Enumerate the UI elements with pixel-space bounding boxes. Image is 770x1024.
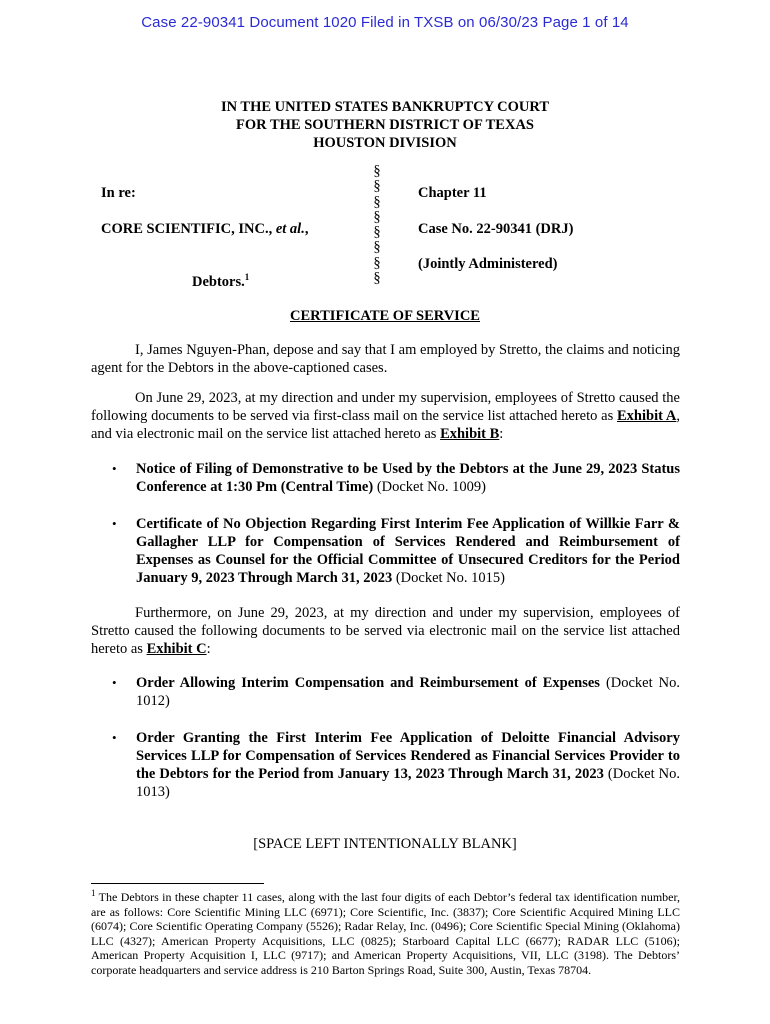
section-symbol: §: [373, 254, 381, 271]
paragraph-text: , and via electronic mail on the service list attached hereto as: [91, 408, 680, 442]
docket-number: (Docket No. 1009): [373, 479, 486, 495]
jointly-administered: (Jointly Administered): [418, 256, 558, 272]
case-number: Case No. 22-90341 (DRJ): [418, 221, 574, 237]
section-symbol: §: [373, 193, 381, 210]
paragraph-text: :: [499, 426, 504, 442]
document-title-text: Certificate of No Objection Regarding First Interim Fee Application of Willkie Farr & Gallagher LLP for Compensation of Services Rendered and Reimbursement of Expenses as Counsel for the Official Committee of Unsecured Creditors for the Period January 9, 2023 Through March 31, 2023: [136, 516, 680, 586]
document-list-item: [112, 729, 681, 801]
debtor-et-al: et al.: [275, 221, 305, 237]
court-heading: [0, 98, 770, 152]
debtors-label-text: Debtors.: [192, 274, 245, 290]
bullet: •: [112, 516, 117, 531]
paragraph-text: Furthermore, on June 29, 2023, at my direction and under my supervision, employees of Stretto caused the following documents to be served via electronic mail on the service list attached hereto as: [91, 605, 680, 657]
footnote-ref: 1: [244, 272, 250, 283]
filing-stamp-header: Case 22-90341 Document 1020 Filed in TXSB on 06/30/23 Page 1 of 14: [141, 14, 629, 31]
exhibit-c-ref: Exhibit C: [146, 641, 207, 657]
section-symbol: §: [373, 224, 381, 241]
in-re-label: In re:: [101, 185, 136, 201]
chapter-label: Chapter 11: [418, 185, 487, 201]
document-title-text: Notice of Filing of Demonstrative to be Used by the Debtors at the June 29, 2023 Status Conference at 1:30 Pm (Central Time): [136, 461, 680, 495]
debtors-label: [192, 274, 249, 291]
section-symbol: §: [373, 163, 381, 179]
debtor-name: [101, 221, 308, 238]
bullet: •: [112, 461, 117, 476]
debtor-name-text: CORE SCIENTIFIC, INC.,: [101, 221, 276, 237]
section-symbol-column: [370, 164, 384, 286]
case-caption: [0, 164, 770, 294]
document-list-item: [112, 515, 680, 587]
exhibit-a-ref: Exhibit A: [617, 408, 677, 424]
section-symbol: §: [373, 208, 381, 225]
document-title: CERTIFICATE OF SERVICE: [290, 308, 480, 324]
bullet: •: [112, 730, 117, 745]
paragraph-text: :: [206, 641, 211, 657]
paragraph-service-exhibits-a-b: [91, 389, 680, 443]
footnote: [91, 890, 680, 978]
section-symbol: §: [373, 178, 381, 195]
section-symbol: §: [373, 239, 381, 256]
section-symbol: §: [373, 270, 381, 287]
docket-number: (Docket No. 1012): [136, 675, 681, 709]
document-list-item: [112, 460, 680, 496]
court-heading-line-3: HOUSTON DIVISION: [313, 135, 457, 151]
document-title-text: Order Allowing Interim Compensation and Reimbursement of Expenses: [136, 675, 600, 691]
document-title-text: Order Granting the First Interim Fee Application of Deloitte Financial Advisory Services LLP for Compensation of Services Rendered as Financial Services Provider to the Debtors for the Period from January 13, 2023 Through March 31, 2023: [136, 730, 680, 782]
paragraph-service-exhibit-c: [91, 604, 680, 658]
docket-number: (Docket No. 1013): [136, 766, 681, 800]
paragraph-text: On June 29, 2023, at my direction and under my supervision, employees of Stretto caused the following documents to be served via first-class mail on the service list attached hereto as: [91, 390, 680, 424]
document-list-item: [112, 674, 681, 710]
paragraph-declarant: I, James Nguyen-Phan, depose and say that I am employed by Stretto, the claims and noticing agent for the Debtors in the above-captioned cases.: [91, 342, 680, 376]
footnote-divider: [91, 883, 264, 884]
space-left-blank-note: [SPACE LEFT INTENTIONALLY BLANK]: [253, 836, 517, 852]
bullet: •: [112, 675, 117, 690]
exhibit-b-ref: Exhibit B: [440, 426, 500, 442]
court-heading-line-1: IN THE UNITED STATES BANKRUPTCY COURT: [220, 99, 550, 115]
debtor-comma: ,: [304, 221, 309, 237]
footnote-text: The Debtors in these chapter 11 cases, along with the last four digits of each Debtor’s federal tax identification number, are as follows: Core Scientific Mining LLC (6971); Core Scientific, Inc. (3837); Core Scientific Acquired Mining LLC (6074); Core Scientific Operating Company (5526); Radar Relay, Inc. (0496); Core Scientific Special Mining (Oklahoma) LLC (4327); American Property Acquisitions, LLC (0825); Starboard Capital LLC (6677); RADAR LLC (5106); American Property Acquisition I, LLC (9717); and American Property Acquisitions, VII, LLC (3198). The Debtors’ corporate headquarters and service address is 210 Barton Springs Road, Suite 300, Austin, Texas 78704.: [91, 890, 680, 977]
docket-number: (Docket No. 1015): [392, 570, 505, 586]
court-heading-line-2: FOR THE SOUTHERN DISTRICT OF TEXAS: [235, 117, 534, 133]
footnote-marker: 1: [91, 888, 96, 898]
